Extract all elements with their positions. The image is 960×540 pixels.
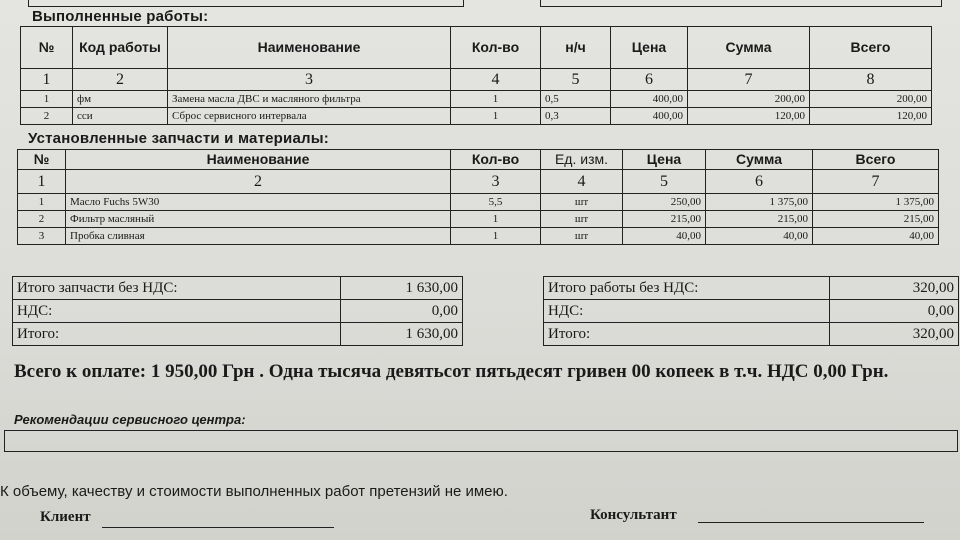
parts-totals-table [12, 276, 463, 346]
claim-statement: К объему, качеству и стоимости выполненных работ претензий не имею. [0, 483, 508, 500]
parts-cell: 215,00 [813, 211, 939, 228]
parts-cell: 3 [18, 228, 66, 245]
works-table [20, 26, 932, 125]
works-cell: 120,00 [688, 108, 810, 125]
parts-cell: 1 [451, 211, 541, 228]
works-cell: 200,00 [688, 91, 810, 108]
consultant-label: Консультант [590, 507, 677, 523]
parts-cell: 40,00 [706, 228, 813, 245]
parts-grand-label: Итого: [13, 323, 341, 346]
parts-header-name: Наименование [66, 150, 451, 170]
parts-cell: 1 375,00 [813, 194, 939, 211]
works-cell: 1 [451, 91, 541, 108]
parts-cell: шт [541, 211, 623, 228]
works-cell: 0,5 [541, 91, 611, 108]
parts-cell: шт [541, 194, 623, 211]
parts-cell: 215,00 [623, 211, 706, 228]
table-row [21, 108, 932, 125]
works-cell: сси [73, 108, 168, 125]
works-cell: 120,00 [810, 108, 932, 125]
parts-table [17, 149, 939, 245]
parts-number-row [18, 170, 939, 194]
works-number-row [21, 69, 932, 91]
works-vat-row [544, 300, 959, 323]
works-header-total: Всего [810, 27, 932, 69]
parts-cell: Масло Fuchs 5W30 [66, 194, 451, 211]
works-colnum: 5 [541, 69, 611, 91]
parts-vat-value: 0,00 [341, 300, 463, 323]
parts-header-qty: Кол-во [451, 150, 541, 170]
parts-colnum: 1 [18, 170, 66, 194]
works-total-label: Итого работы без НДС: [544, 277, 830, 300]
parts-cell: Пробка сливная [66, 228, 451, 245]
parts-total-value: 1 630,00 [341, 277, 463, 300]
works-grand-row [544, 323, 959, 346]
parts-section-title: Установленные запчасти и материалы: [28, 130, 329, 147]
works-header-num: № [21, 27, 73, 69]
table-row [18, 228, 939, 245]
works-cell: 200,00 [810, 91, 932, 108]
works-colnum: 1 [21, 69, 73, 91]
table-row [21, 91, 932, 108]
parts-grand-row [13, 323, 463, 346]
parts-header-row [18, 150, 939, 170]
works-total-row [544, 277, 959, 300]
works-header-name: Наименование [168, 27, 451, 69]
parts-vat-label: НДС: [13, 300, 341, 323]
works-cell: 0,3 [541, 108, 611, 125]
works-section-title: Выполненные работы: [32, 8, 209, 25]
parts-colnum: 2 [66, 170, 451, 194]
parts-cell: 5,5 [451, 194, 541, 211]
works-header-code: Код работы [73, 27, 168, 69]
works-cell: Замена масла ДВС и масляного фильтра [168, 91, 451, 108]
works-cell: 1 [21, 91, 73, 108]
recommendations-label: Рекомендации сервисного центра: [14, 412, 246, 427]
parts-header-sum: Сумма [706, 150, 813, 170]
parts-vat-row [13, 300, 463, 323]
works-cell: 400,00 [611, 91, 688, 108]
top-box-left [28, 0, 464, 7]
parts-cell: 2 [18, 211, 66, 228]
works-cell: фм [73, 91, 168, 108]
works-cell: 400,00 [611, 108, 688, 125]
works-vat-value: 0,00 [830, 300, 959, 323]
top-box-right [540, 0, 942, 7]
works-grand-value: 320,00 [830, 323, 959, 346]
client-label: Клиент [40, 509, 91, 525]
parts-header-total: Всего [813, 150, 939, 170]
table-row [18, 211, 939, 228]
parts-colnum: 5 [623, 170, 706, 194]
works-header-row [21, 27, 932, 69]
works-cell: Сброс сервисного интервала [168, 108, 451, 125]
recommendations-box [4, 430, 958, 452]
parts-cell: 1 375,00 [706, 194, 813, 211]
parts-colnum: 7 [813, 170, 939, 194]
works-total-value: 320,00 [830, 277, 959, 300]
parts-cell: 1 [451, 228, 541, 245]
works-cell: 2 [21, 108, 73, 125]
parts-cell: 40,00 [813, 228, 939, 245]
works-cell: 1 [451, 108, 541, 125]
consultant-signature-line [698, 522, 924, 523]
table-row [18, 194, 939, 211]
works-grand-label: Итого: [544, 323, 830, 346]
parts-header-unit: Ед. изм. [541, 150, 623, 170]
works-header-hours: н/ч [541, 27, 611, 69]
parts-total-label: Итого запчасти без НДС: [13, 277, 341, 300]
parts-colnum: 4 [541, 170, 623, 194]
parts-header-price: Цена [623, 150, 706, 170]
parts-colnum: 3 [451, 170, 541, 194]
parts-colnum: 6 [706, 170, 813, 194]
works-header-price: Цена [611, 27, 688, 69]
parts-cell: 250,00 [623, 194, 706, 211]
parts-total-row [13, 277, 463, 300]
works-colnum: 2 [73, 69, 168, 91]
works-header-sum: Сумма [688, 27, 810, 69]
client-signature-line [102, 527, 334, 528]
works-colnum: 7 [688, 69, 810, 91]
parts-header-num: № [18, 150, 66, 170]
parts-cell: шт [541, 228, 623, 245]
parts-grand-value: 1 630,00 [341, 323, 463, 346]
works-vat-label: НДС: [544, 300, 830, 323]
payment-summary: Всего к оплате: 1 950,00 Грн . Одна тысяча девятьсот пятьдесят гривен 00 копеек в т.ч. НДС 0,00 Грн. [14, 361, 889, 382]
works-colnum: 8 [810, 69, 932, 91]
parts-cell: 1 [18, 194, 66, 211]
parts-cell: 215,00 [706, 211, 813, 228]
works-colnum: 3 [168, 69, 451, 91]
works-header-qty: Кол-во [451, 27, 541, 69]
works-totals-table [543, 276, 959, 346]
parts-cell: Фильтр масляный [66, 211, 451, 228]
works-colnum: 6 [611, 69, 688, 91]
parts-cell: 40,00 [623, 228, 706, 245]
works-colnum: 4 [451, 69, 541, 91]
